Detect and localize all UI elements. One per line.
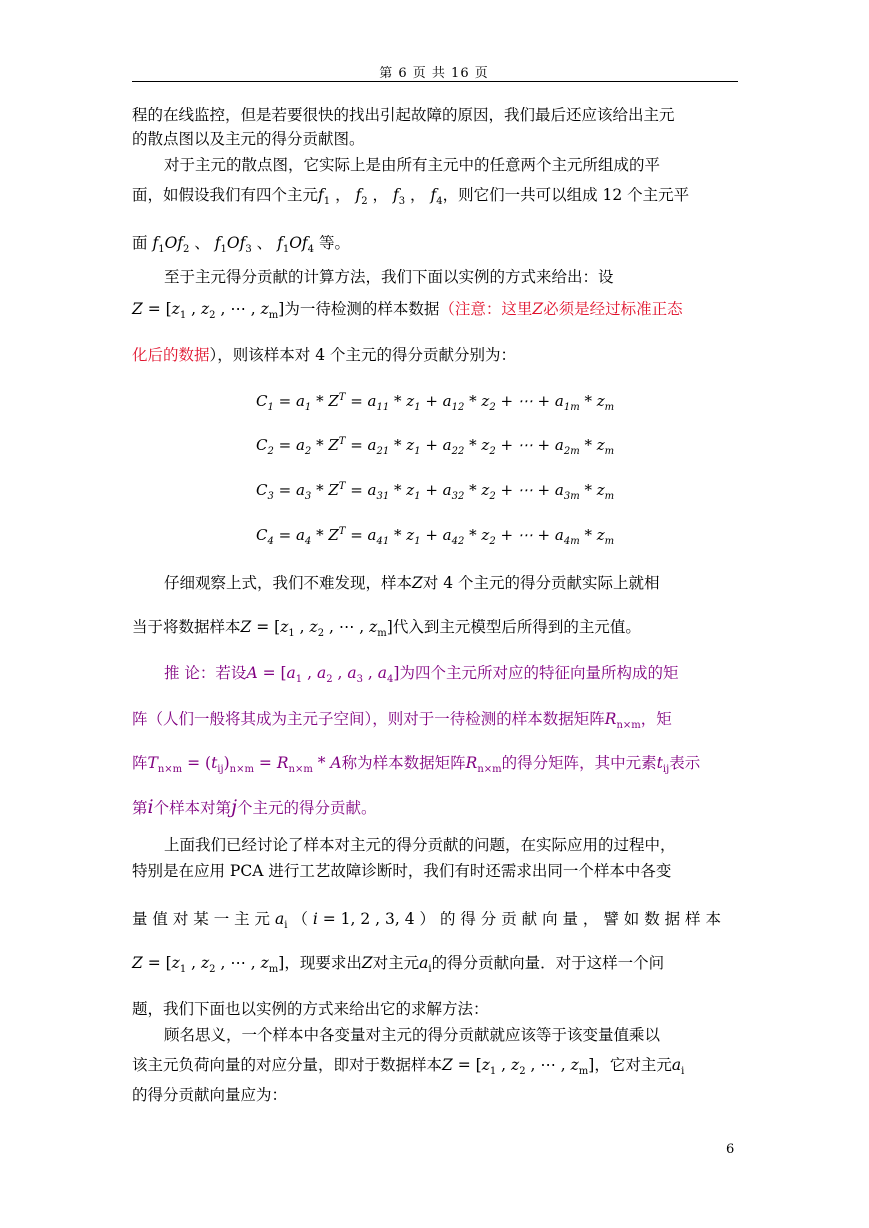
page-number: 6 [726,1142,735,1157]
text-line: 推 论：若设$A = [a_1$ , $a_2$ , $a_3$ , $a_4$]为四个主元所对应的特征向量所构成的矩 [164,664,679,686]
text-line: 的得分贡献向量应为： [132,1086,288,1104]
text-line: 面 $f_1Of_2$ 、 $f_1Of_3$ 、 $f_1Of_4$ 等。 [132,234,350,256]
text-line: 阵$T_{n\times m} = (t_{ij})_{n\times m} = R_{n\times m} * A$称为样本数据矩阵$R_{n\times m}$的得分矩阵，其中元素$t_{ij}$表示 [132,754,701,776]
text-line: 题，我们下面也以实例的方式来给出它的求解方法： [132,1000,489,1018]
text-line: $Z = [z_1$ , $z_2$ , ⋯ , $z_m$]为一待检测的样本数据（注意：这里Z必须是经过标准正态 [132,300,683,322]
text-line: 上面我们已经讨论了样本对主元的得分贡献的问题，在实际应用的过程中， [164,836,676,854]
text-line: 量 值 对 某 一 主 元 $a_i$ （ i = 1, 2 , 3, 4 ） 的 得 分 贡 献 向 量 ， 譬 如 数 据 样 本 [132,910,721,932]
equation-c1: $C_1 = a_1 * Z^T = a_{11} * z_1 + a_{12} * z_2$ + ⋯ + $a_{1m} * z_m$ [256,392,615,413]
text-line: 程的在线监控，但是若要很快的找出引起故障的原因，我们最后还应该给出主元 [132,106,675,124]
equation-c3: $C_3 = a_3 * Z^T = a_{31} * z_1 + a_{32} * z_2$ + ⋯ + $a_{3m} * z_m$ [256,481,615,502]
text-line: 的散点图以及主元的得分贡献图。 [132,130,365,148]
header-rule [132,81,738,82]
text-line: 第i个样本对第j个主元的得分贡献。 [132,796,377,818]
text-line: 至于主元得分贡献的计算方法，我们下面以实例的方式来给出：设 [164,268,614,286]
text-line: 对于主元的散点图，它实际上是由所有主元中的任意两个主元所组成的平 [164,156,661,174]
text-line: 阵（人们一般将其成为主元子空间），则对于一待检测的样本数据矩阵$R_{n\times m}$，矩 [132,710,672,732]
equation-c2: $C_2 = a_2 * Z^T = a_{21} * z_1 + a_{22} * z_2$ + ⋯ + $a_{2m} * z_m$ [256,436,615,457]
text-line: 仔细观察上式，我们不难发现，样本Z对 4 个主元的得分贡献实际上就相 [164,574,660,592]
equation-c4: $C_4 = a_4 * Z^T = a_{41} * z_1 + a_{42} * z_2$ + ⋯ + $a_{4m} * z_m$ [256,526,615,547]
text-line: 化后的数据），则该样本对 4 个主元的得分贡献分别为： [132,346,516,364]
page-header: 第 6 页 共 16 页 [379,66,489,81]
text-line: 当于将数据样本$Z = [z_1$ , $z_2$ , ⋯ , $z_m$]代入到主元模型后所得到的主元值。 [132,618,641,640]
text-line: 面，如假设我们有四个主元$f_1$ ， $f_2$ ， $f_3$ ， $f_4$，则它们一共可以组成 12 个主元平 [132,186,690,208]
text-line: 该主元负荷向量的对应分量，即对于数据样本$Z = [z_1$ , $z_2$ , ⋯ , $z_m$]，它对主元$a_i$ [132,1056,685,1078]
text-line: 特别是在应用 PCA 进行工艺故障诊断时，我们有时还需求出同一个样本中各变 [132,862,672,880]
text-line: $Z = [z_1$ , $z_2$ , ⋯ , $z_m$]，现要求出Z对主元$a_i$的得分贡献向量．对于这样一个问 [132,954,665,976]
text-line: 顾名思义，一个样本中各变量对主元的得分贡献就应该等于该变量值乘以 [164,1026,661,1044]
